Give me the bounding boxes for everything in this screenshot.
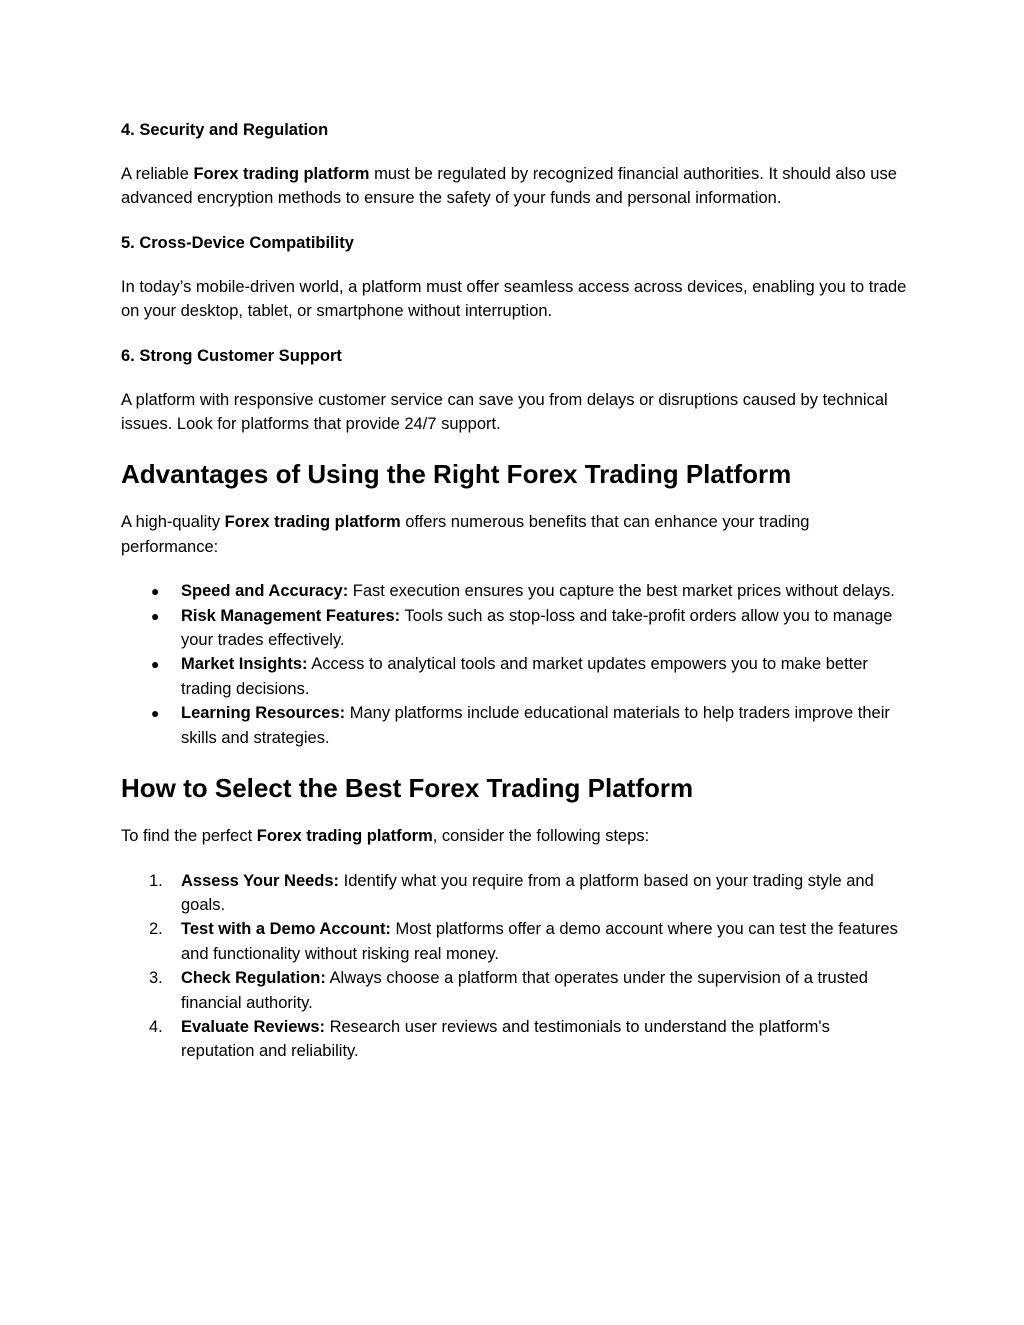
item-label: Test with a Demo Account: — [181, 920, 391, 939]
select-intro — [121, 824, 907, 848]
item-text: Always choose a platform that operates under the supervision of a trusted financial authority. — [181, 969, 868, 1012]
step-number: 3. — [149, 969, 163, 988]
list-item — [121, 652, 907, 701]
list-item — [121, 579, 907, 603]
text-run: offers numerous benefits that can enhance your trading performance: — [121, 513, 810, 556]
item-text: Access to analytical tools and market updates empowers you to make better trading decisions. — [181, 655, 868, 698]
bold-term: Forex trading platform — [193, 165, 370, 183]
item-label: Speed and Accuracy: — [181, 582, 349, 601]
item-label: Evaluate Reviews: — [181, 1017, 325, 1036]
section-paragraph-security — [121, 162, 907, 211]
item-label: Assess Your Needs: — [181, 871, 340, 890]
list-item — [121, 701, 907, 750]
bold-term: Forex trading platform — [256, 827, 433, 846]
step-number: 4. — [149, 1017, 163, 1036]
advantages-intro — [121, 510, 907, 559]
bullet-marker: ● — [151, 607, 160, 624]
advantages-heading: Advantages of Using the Right Forex Trading Platform — [121, 459, 792, 490]
section-paragraph-cross-device: In today’s mobile-driven world, a platform must offer seamless access across devices, enabling you to trade on your desktop, tablet, or smartphone without interruption. — [121, 277, 907, 321]
bullet-marker: ● — [151, 705, 160, 722]
item-label: Learning Resources: — [181, 704, 346, 723]
section-heading-support: 6. Strong Customer Support — [121, 346, 342, 365]
item-label: Check Regulation: — [181, 969, 326, 988]
item-text: Fast execution ensures you capture the best market prices without delays. — [348, 582, 895, 601]
text-run: , consider the following steps: — [432, 827, 650, 846]
text-run: A high-quality — [121, 513, 225, 532]
text-run: A reliable — [121, 165, 194, 183]
text-run: must be regulated by recognized financial authorities. It should also use advanced encryption methods to ensure the safety of your funds and personal information. — [121, 165, 897, 208]
step-number: 2. — [149, 920, 163, 939]
item-text: Tools such as stop-loss and take-profit orders allow you to manage your trades effectively. — [181, 606, 893, 650]
select-heading: How to Select the Best Forex Trading Platform — [121, 773, 694, 804]
document-page — [121, 118, 907, 1064]
item-text: Many platforms include educational materials to help traders improve their skills and strategies. — [181, 704, 890, 747]
section-heading-security: 4. Security and Regulation — [121, 121, 329, 139]
bold-term: Forex trading platform — [224, 513, 401, 532]
step-number: 1. — [149, 871, 163, 890]
list-item — [121, 966, 907, 1015]
section-paragraph-support: A platform with responsive customer service can save you from delays or disruptions caused by technical issues. Look for platforms that provide 24/7 support. — [121, 390, 888, 434]
list-item — [121, 604, 907, 653]
steps-list — [121, 869, 907, 1064]
item-text: Identify what you require from a platform based on your trading style and goals. — [181, 871, 874, 914]
item-label: Risk Management Features: — [181, 606, 401, 625]
list-item — [121, 917, 907, 966]
item-text: Most platforms offer a demo account where you can test the features and functionality without risking real money. — [181, 920, 898, 963]
section-heading-cross-device: 5. Cross-Device Compatibility — [121, 233, 354, 252]
bullet-marker: ● — [151, 583, 160, 600]
list-item — [121, 869, 907, 918]
text-run: To find the perfect — [121, 827, 257, 846]
list-item — [121, 1015, 907, 1064]
advantages-list — [121, 579, 907, 750]
item-text: Research user reviews and testimonials to understand the platform's reputation and reliability. — [181, 1017, 830, 1061]
item-label: Market Insights: — [181, 655, 308, 674]
bullet-marker: ● — [151, 656, 160, 673]
